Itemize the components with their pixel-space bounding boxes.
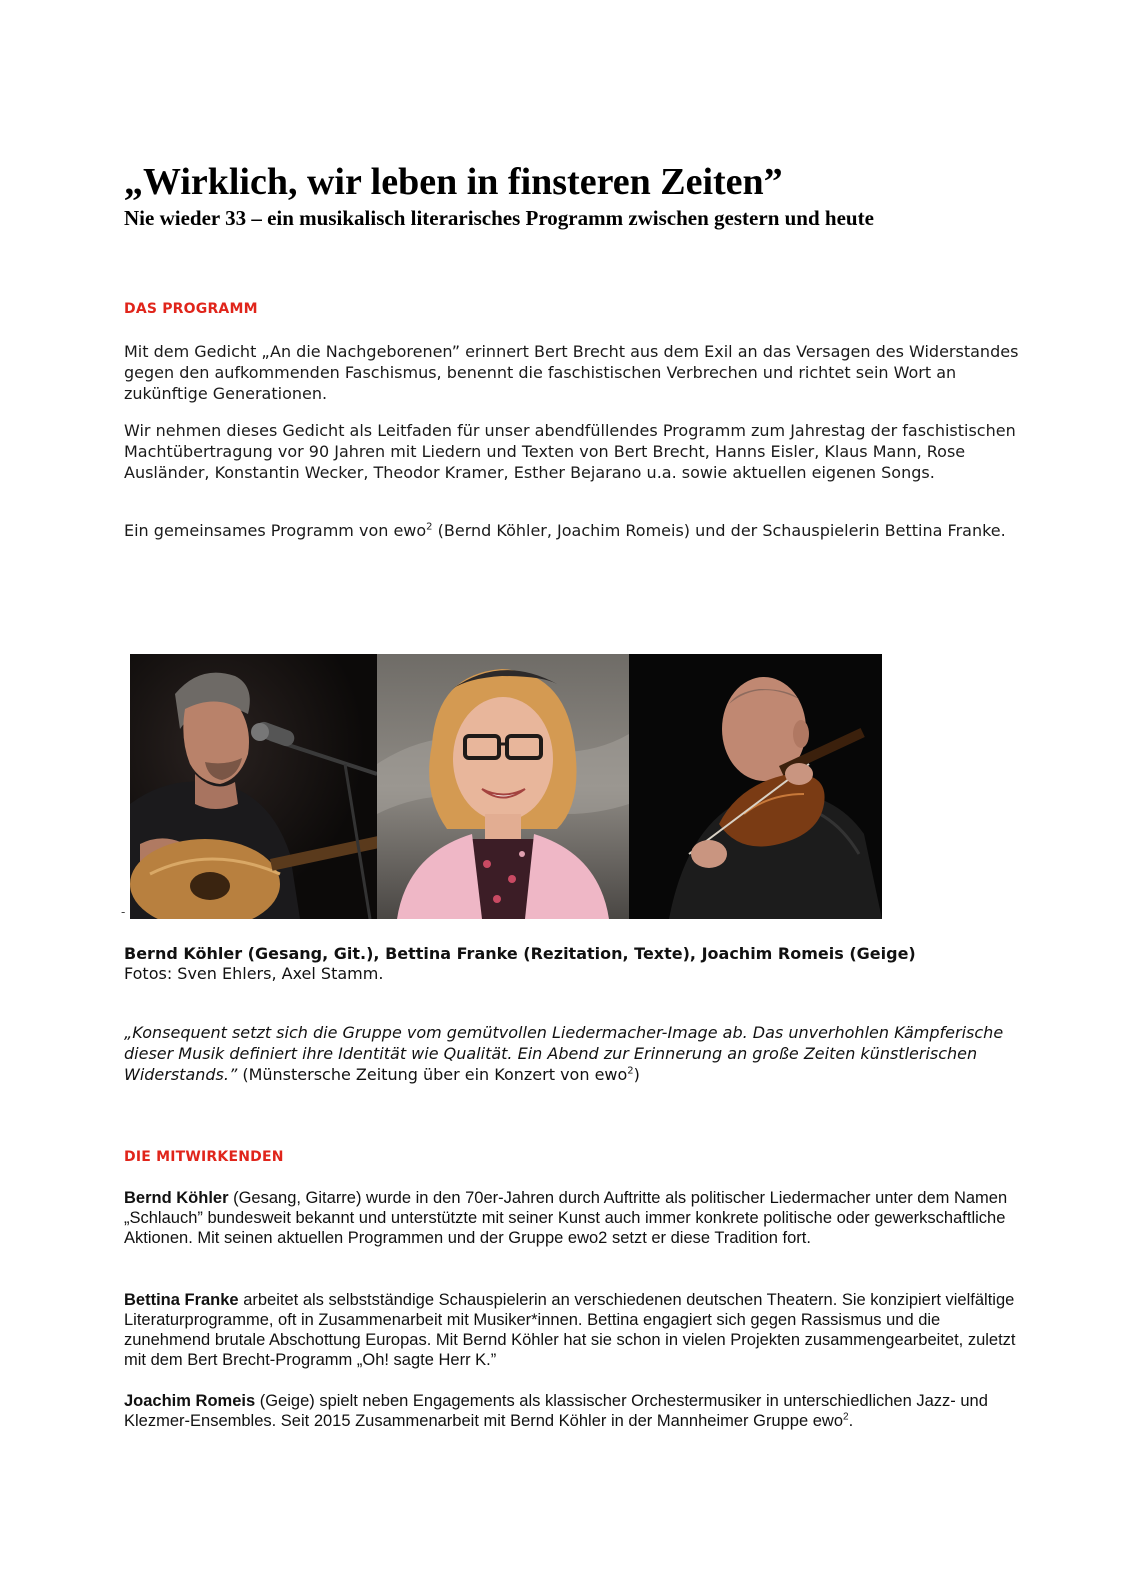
photo-joachim-romeis: [629, 654, 882, 919]
section-heading-contributors: DIE MITWIRKENDEN: [124, 1149, 284, 1165]
bio-romeis-text: (Geige) spielt neben Engagements als klassischer Orchestermusiker in unterschiedlichen Jazz- und Klezmer-Ensembles. Seit 2015 Zusammenarbeit mit Bernd Köhler in der Mannheimer Gruppe ewo: [124, 1392, 988, 1430]
violinist-image: [629, 654, 882, 919]
bio-romeis-text-end: .: [848, 1412, 854, 1430]
bio-romeis-name: Joachim Romeis: [124, 1392, 256, 1410]
photo-credit: Fotos: Sven Ehlers, Axel Stamm.: [124, 964, 384, 983]
section-heading-program: DAS PROGRAMM: [124, 301, 258, 317]
bio-koehler-text: (Gesang, Gitarre) wurde in den 70er-Jahren durch Auftritte als politischer Liedermacher unter dem Namen „Schlauch” bundesweit bekannt und unterstützte mit seiner Kunst auch immer konkrete politische oder gewerkschaftliche Aktionen. Mit seinen aktuellen Programmen und der Gruppe ewo2 setzt er diese Tradition fort.: [124, 1189, 1008, 1247]
bio-koehler: [124, 1188, 1024, 1248]
program-paragraph-3-start: Ein gemeinsames Programm von ewo: [124, 521, 427, 540]
photo-bettina-franke: [377, 654, 629, 919]
press-quote-source-end: ): [633, 1065, 640, 1084]
program-paragraph-1: Mit dem Gedicht „An die Nachgeborenen” erinnert Bert Brecht aus dem Exil an das Versagen des Widerstandes gegen den aufkommenden Faschismus, benennt die faschistischen Verbrechen und richtet sein Wort an zukünftige Generationen.: [124, 342, 1019, 403]
photo-caption: Bernd Köhler (Gesang, Git.), Bettina Franke (Rezitation, Texte), Joachim Romeis (Geige): [124, 944, 916, 963]
program-paragraph-3-end: (Bernd Köhler, Joachim Romeis) und der Schauspielerin Bettina Franke.: [432, 521, 1006, 540]
bio-franke: [124, 1290, 1024, 1370]
superscript-2: 2: [843, 1411, 849, 1423]
page-subtitle: Nie wieder 33 – ein musikalisch literarisches Programm zwischen gestern und heute: [124, 206, 874, 230]
dash-mark: -: [121, 905, 126, 919]
photo-strip: [130, 654, 882, 919]
press-quote-source: (Münstersche Zeitung über ein Konzert von ewo: [237, 1065, 628, 1084]
bio-koehler-name: Bernd Köhler: [124, 1189, 229, 1207]
bio-franke-name: Bettina Franke: [124, 1291, 239, 1309]
bio-romeis: [124, 1391, 1024, 1431]
press-quote-text: „Konsequent setzt sich die Gruppe vom gemütvollen Liedermacher-Image ab. Das unverhohlen Kämpferische dieser Musik definiert ihre Identität wie Qualität. Ein Abend zur Erinnerung an große Zeiten künstlerischen Widerstands.”: [124, 1023, 1004, 1084]
photo-bernd-koehler: [130, 654, 377, 919]
program-paragraph-3: [124, 520, 1024, 541]
reciter-portrait-image: [377, 654, 629, 919]
superscript-2: 2: [426, 521, 433, 533]
bio-franke-text: arbeitet als selbstständige Schauspielerin an verschiedenen deutschen Theatern. Sie konzipiert vielfältige Literaturprogramme, oft in Zusammenarbeit mit Musiker*innen. Bettina engagiert sich gegen Rassismus und die zunehmend brutale Abschottung Europas. Mit Bernd Köhler hat sie schon in vielen Projekten zusammengearbeitet, zuletzt mit dem Bert Brecht-Programm „Oh! sagte Herr K.”: [124, 1291, 1016, 1369]
page-title: „Wirklich, wir leben in finsteren Zeiten”: [124, 161, 783, 203]
singer-guitar-image: [130, 654, 377, 919]
superscript-2: 2: [627, 1065, 634, 1077]
program-paragraph-2: Wir nehmen dieses Gedicht als Leitfaden für unser abendfüllendes Programm zum Jahrestag der faschistischen Machtübertragung vor 90 Jahren mit Liedern und Texten von Bert Brecht, Hanns Eisler, Klaus Mann, Rose Ausländer, Konstantin Wecker, Theodor Kramer, Esther Bejarano u.a. sowie aktuellen eigenen Songs.: [124, 421, 1016, 482]
press-quote: [124, 1022, 1024, 1085]
